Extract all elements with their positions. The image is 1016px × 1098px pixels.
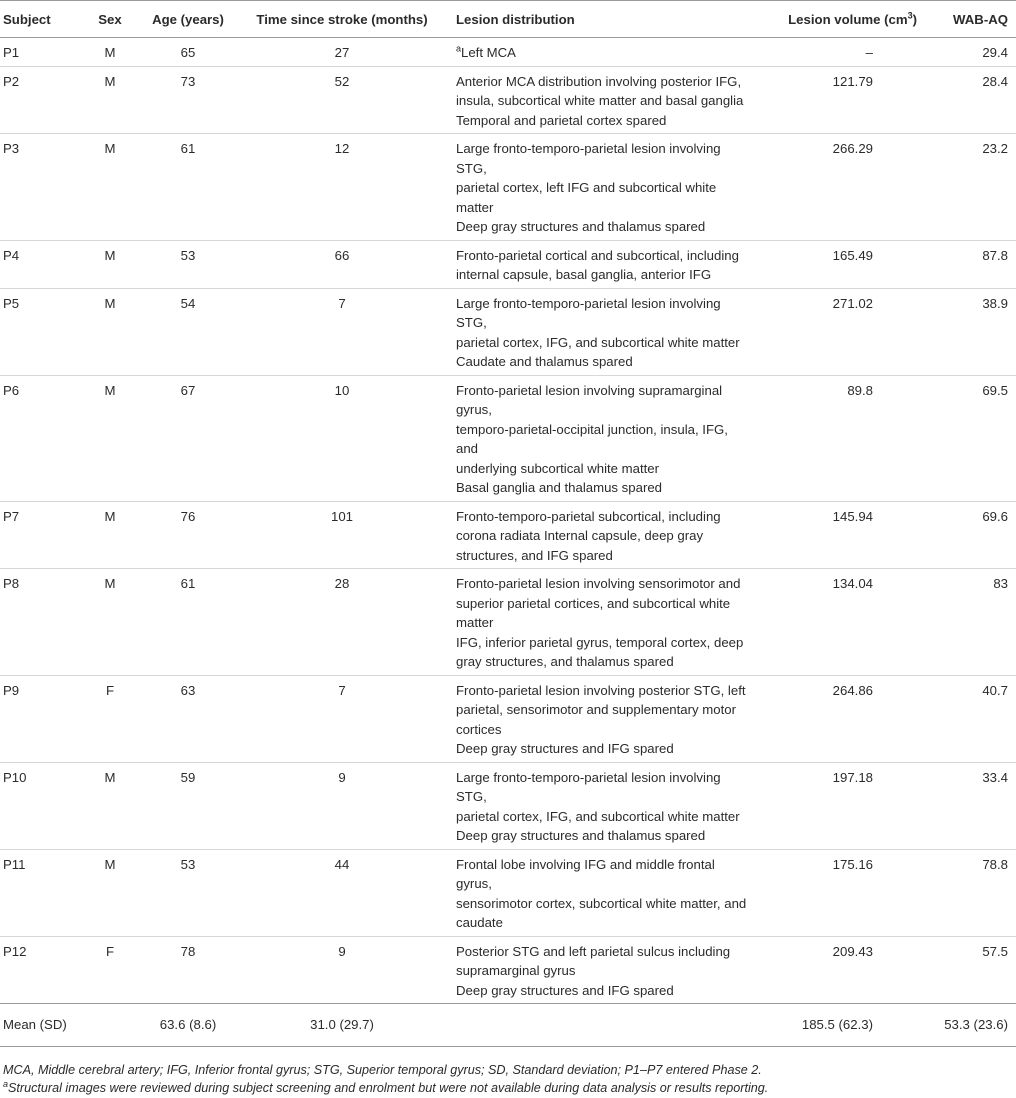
cell-age: 54 — [138, 288, 238, 375]
cell-sex: M — [82, 849, 138, 936]
cell-lesion-volume: 175.16 — [756, 849, 931, 936]
cell-wab-aq: 38.9 — [931, 288, 1016, 375]
cell-time-since-stroke: 27 — [238, 38, 446, 67]
lesion-line — [456, 546, 752, 566]
header-subject: Subject — [0, 1, 82, 38]
cell-lesion-distribution — [446, 66, 756, 134]
lesion-line — [456, 633, 752, 653]
lesion-line-text: Fronto-temporo-parietal subcortical, including — [456, 508, 721, 524]
lesion-line — [456, 91, 752, 111]
cell-lesion-distribution — [446, 569, 756, 676]
lesion-line — [456, 894, 752, 914]
lesion-line-text: Anterior MCA distribution involving posterior IFG, — [456, 73, 742, 89]
lesion-line-text: Fronto-parietal lesion involving posterior STG, left — [456, 682, 746, 698]
lesion-line — [456, 381, 752, 420]
cell-sex: M — [82, 66, 138, 134]
cell-age: 53 — [138, 240, 238, 288]
lesion-line-text: Fronto-parietal lesion involving sensorimotor and — [456, 576, 741, 591]
lesion-line-text: caudate — [456, 915, 503, 930]
cell-subject: P11 — [0, 849, 82, 936]
lesion-line — [456, 139, 752, 178]
lesion-line-text: Posterior STG and left parietal sulcus including — [456, 943, 731, 959]
footnote-abbreviations: MCA, Middle cerebral artery; IFG, Inferior frontal gyrus; STG, Superior temporal gyrus; SD, Standard deviation; P1–P7 entered Phase 2. — [3, 1062, 762, 1077]
lesion-line-text: Deep gray structures and thalamus spared — [456, 828, 706, 843]
lesion-line — [456, 652, 752, 672]
lesion-line — [456, 720, 752, 740]
cell-lesion-distribution — [446, 501, 756, 569]
lesion-line-text: Left MCA — [461, 45, 516, 60]
cell-wab-aq: 83 — [931, 569, 1016, 676]
lesion-line — [456, 478, 752, 498]
header-volume-close: ) — [912, 11, 917, 27]
lesion-line — [456, 768, 752, 807]
lesion-line — [456, 111, 752, 131]
lesion-line — [456, 855, 752, 894]
table-row — [0, 501, 1016, 569]
cell-lesion-volume: 271.02 — [756, 288, 931, 375]
lesion-line — [456, 574, 752, 594]
mean-volume: 185.5 (62.3) — [756, 1004, 931, 1047]
cell-wab-aq: 78.8 — [931, 849, 1016, 936]
table-row — [0, 849, 1016, 936]
lesion-line-text: IFG, inferior parietal gyrus, temporal cortex, deep — [456, 634, 744, 650]
cell-time-since-stroke: 44 — [238, 849, 446, 936]
footnote-a-mark: a — [3, 1078, 9, 1089]
cell-time-since-stroke: 7 — [238, 675, 446, 762]
cell-sex: M — [82, 240, 138, 288]
lesion-line-text: insula, subcortical white matter and basal ganglia — [456, 93, 744, 108]
lesion-line-text: Temporal and parietal cortex spared — [456, 112, 667, 128]
table-row — [0, 936, 1016, 1004]
cell-time-since-stroke: 66 — [238, 240, 446, 288]
lesion-line-text: underlying subcortical white matter — [456, 460, 660, 476]
header-wab-aq: WAB-AQ — [931, 1, 1016, 38]
cell-age: 76 — [138, 501, 238, 569]
lesion-line — [456, 333, 752, 353]
lesion-line — [456, 526, 752, 546]
lesion-line — [456, 807, 752, 827]
lesion-line-text: temporo-parietal-occipital junction, insula, IFG, and — [456, 421, 728, 456]
cell-wab-aq: 29.4 — [931, 38, 1016, 67]
cell-subject: P4 — [0, 240, 82, 288]
cell-subject: P6 — [0, 375, 82, 501]
cell-lesion-volume: 121.79 — [756, 66, 931, 134]
lesion-line-text: Frontal lobe involving IFG and middle frontal gyrus, — [456, 856, 715, 891]
lesion-line — [456, 43, 752, 63]
cell-sex: M — [82, 375, 138, 501]
lesion-line — [456, 961, 752, 981]
cell-age: 53 — [138, 849, 238, 936]
cell-sex: M — [82, 38, 138, 67]
cell-age: 61 — [138, 569, 238, 676]
cell-lesion-distribution — [446, 134, 756, 241]
cell-sex: M — [82, 134, 138, 241]
lesion-line-text: Basal ganglia and thalamus spared — [456, 480, 663, 495]
lesion-line-text: Fronto-parietal lesion involving supramarginal gyrus, — [456, 382, 723, 417]
cell-time-since-stroke: 101 — [238, 501, 446, 569]
cell-subject: P2 — [0, 66, 82, 134]
cell-subject: P5 — [0, 288, 82, 375]
lesion-line-text: gray structures, and thalamus spared — [456, 654, 674, 669]
lesion-line — [456, 178, 752, 217]
lesion-line-text: sensorimotor cortex, subcortical white matter, and — [456, 895, 747, 911]
lesion-line — [456, 246, 752, 266]
cell-time-since-stroke: 10 — [238, 375, 446, 501]
cell-wab-aq: 69.6 — [931, 501, 1016, 569]
lesion-line-text: Large fronto-temporo-parietal lesion involving STG, — [456, 769, 721, 804]
lesion-line-text: superior parietal cortices, and subcortical white — [456, 595, 731, 611]
cell-lesion-volume: 145.94 — [756, 501, 931, 569]
lesion-line-text: Fronto-parietal cortical and subcortical, including — [456, 247, 739, 263]
cell-subject: P12 — [0, 936, 82, 1004]
cell-sex: M — [82, 569, 138, 676]
cell-time-since-stroke: 28 — [238, 569, 446, 676]
cell-sex: M — [82, 762, 138, 849]
mean-sex-empty — [82, 1004, 138, 1047]
cell-lesion-volume: 266.29 — [756, 134, 931, 241]
lesion-line — [456, 826, 752, 846]
cell-lesion-distribution — [446, 375, 756, 501]
mean-label: Mean (SD) — [0, 1004, 82, 1047]
lesion-line — [456, 507, 752, 527]
footnote-a-text: Structural images were reviewed during subject screening and enrolment but were not available during data analysis or results reporting. — [8, 1081, 769, 1095]
lesion-line-text: parietal cortex, left IFG and subcortical white matter — [456, 180, 717, 215]
lesion-line-text: internal capsule, basal ganglia, anterior IFG — [456, 267, 712, 282]
cell-sex: M — [82, 288, 138, 375]
cell-lesion-distribution — [446, 675, 756, 762]
cell-lesion-distribution — [446, 288, 756, 375]
cell-lesion-distribution — [446, 762, 756, 849]
cell-sex: M — [82, 501, 138, 569]
cell-age: 65 — [138, 38, 238, 67]
table-row — [0, 288, 1016, 375]
cell-wab-aq: 28.4 — [931, 66, 1016, 134]
table-row — [0, 569, 1016, 676]
header-age: Age (years) — [138, 1, 238, 38]
cell-subject: P1 — [0, 38, 82, 67]
lesion-line — [456, 913, 752, 933]
table-body — [0, 38, 1016, 1004]
cell-wab-aq: 23.2 — [931, 134, 1016, 241]
lesion-line — [456, 420, 752, 459]
cell-lesion-volume: 89.8 — [756, 375, 931, 501]
lesion-line-text: parietal cortex, IFG, and subcortical white matter — [456, 808, 740, 824]
table-row — [0, 66, 1016, 134]
cell-sex: F — [82, 936, 138, 1004]
lesion-line-text: corona radiata Internal capsule, deep gray — [456, 528, 704, 543]
table-row — [0, 675, 1016, 762]
cell-age: 61 — [138, 134, 238, 241]
cell-lesion-volume: – — [756, 38, 931, 67]
table-row — [0, 134, 1016, 241]
cell-subject: P3 — [0, 134, 82, 241]
lesion-line — [456, 459, 752, 479]
header-lesion-distribution: Lesion distribution — [446, 1, 756, 38]
table-row — [0, 240, 1016, 288]
lesion-line — [456, 613, 752, 633]
header-time-since-stroke: Time since stroke (months) — [238, 1, 446, 38]
mean-time: 31.0 (29.7) — [238, 1004, 446, 1047]
lesion-line — [456, 265, 752, 285]
table-footer — [0, 1004, 1016, 1047]
table-row — [0, 375, 1016, 501]
table-header — [0, 1, 1016, 38]
lesion-line-text: parietal cortex, IFG, and subcortical white matter — [456, 334, 740, 350]
lesion-line-text: Large fronto-temporo-parietal lesion involving STG, — [456, 295, 721, 330]
lesion-line — [456, 294, 752, 333]
cell-lesion-volume: 197.18 — [756, 762, 931, 849]
cell-lesion-distribution — [446, 240, 756, 288]
cell-time-since-stroke: 9 — [238, 936, 446, 1004]
cell-wab-aq: 87.8 — [931, 240, 1016, 288]
cell-age: 78 — [138, 936, 238, 1004]
lesion-line-text: Caudate and thalamus spared — [456, 354, 633, 369]
lesion-line — [456, 739, 752, 759]
table-row — [0, 762, 1016, 849]
cell-lesion-volume: 264.86 — [756, 675, 931, 762]
lesion-line-text: Deep gray structures and IFG spared — [456, 741, 674, 756]
cell-age: 67 — [138, 375, 238, 501]
lesion-line — [456, 352, 752, 372]
cell-wab-aq: 57.5 — [931, 936, 1016, 1004]
lesion-line-text: Deep gray structures and thalamus spared — [456, 219, 706, 234]
mean-wab-aq: 53.3 (23.6) — [931, 1004, 1016, 1047]
mean-lesion-empty — [446, 1004, 756, 1047]
cell-time-since-stroke: 52 — [238, 66, 446, 134]
lesion-line — [456, 594, 752, 614]
cell-lesion-volume: 165.49 — [756, 240, 931, 288]
lesion-line — [456, 981, 752, 1001]
cell-lesion-volume: 134.04 — [756, 569, 931, 676]
lesion-line-text: supramarginal gyrus — [456, 963, 576, 978]
mean-age: 63.6 (8.6) — [138, 1004, 238, 1047]
lesion-line-text: parietal, sensorimotor and supplementary motor — [456, 702, 737, 717]
header-lesion-volume — [756, 1, 931, 38]
lesion-line — [456, 942, 752, 962]
cell-lesion-distribution — [446, 849, 756, 936]
cell-lesion-distribution — [446, 38, 756, 67]
cell-sex: F — [82, 675, 138, 762]
cell-time-since-stroke: 12 — [238, 134, 446, 241]
header-sex: Sex — [82, 1, 138, 38]
cell-subject: P9 — [0, 675, 82, 762]
header-volume-sup: 3 — [907, 10, 913, 21]
lesion-line-text: matter — [456, 615, 494, 630]
lesion-line — [456, 681, 752, 701]
lesion-line — [456, 217, 752, 237]
cell-time-since-stroke: 7 — [238, 288, 446, 375]
lesion-line-text: Large fronto-temporo-parietal lesion involving STG, — [456, 141, 721, 176]
lesion-line-text: Deep gray structures and IFG spared — [456, 982, 674, 998]
lesion-footnote-mark: a — [456, 43, 462, 54]
mean-row — [0, 1004, 1016, 1047]
cell-age: 63 — [138, 675, 238, 762]
lesion-line — [456, 72, 752, 92]
lesion-line — [456, 700, 752, 720]
cell-age: 59 — [138, 762, 238, 849]
lesion-line-text: structures, and IFG spared — [456, 547, 613, 563]
table-row — [0, 38, 1016, 67]
cell-wab-aq: 69.5 — [931, 375, 1016, 501]
cell-subject: P8 — [0, 569, 82, 676]
lesion-line-text: cortices — [456, 721, 502, 737]
cell-lesion-distribution — [446, 936, 756, 1004]
cell-wab-aq: 33.4 — [931, 762, 1016, 849]
cell-subject: P10 — [0, 762, 82, 849]
cell-lesion-volume: 209.43 — [756, 936, 931, 1004]
cell-time-since-stroke: 9 — [238, 762, 446, 849]
cell-subject: P7 — [0, 501, 82, 569]
cell-wab-aq: 40.7 — [931, 675, 1016, 762]
footnotes — [0, 1061, 1016, 1098]
header-lesion-volume-text: Lesion volume (cm — [788, 11, 908, 27]
cell-age: 73 — [138, 66, 238, 134]
footnote-a — [3, 1079, 1016, 1098]
